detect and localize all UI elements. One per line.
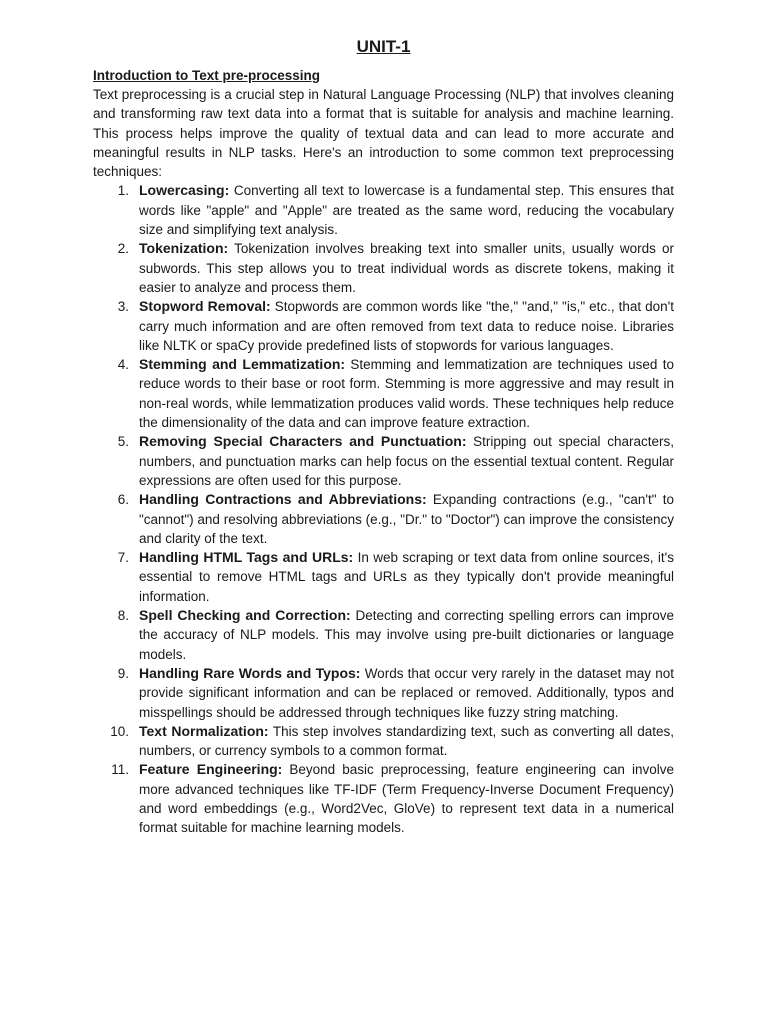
intro-paragraph: Text preprocessing is a crucial step in Natural Language Processing (NLP) that involves cleaning and transforming raw text data into a format that is suitable for analysis and machine learning. This process helps improve the quality of textual data and can lead to more accurate and meaningful results in NLP tasks. Here's an introduction to some common text preprocessing techniques: — [93, 87, 674, 180]
item-number: 5. — [117, 434, 129, 450]
list-item — [93, 432, 674, 490]
item-term: Handling Rare Words and Typos: — [139, 664, 361, 681]
list-item — [93, 664, 674, 722]
item-term: Feature Engineering: — [139, 761, 283, 778]
list-item — [93, 760, 674, 837]
item-term: Text Normalization: — [139, 722, 269, 739]
item-term: Handling HTML Tags and URLs: — [139, 549, 354, 566]
item-number: 8. — [117, 608, 129, 624]
item-number: 2. — [117, 241, 129, 257]
item-term: Stopword Removal: — [139, 298, 271, 315]
document-page — [93, 36, 674, 838]
item-number: 3. — [117, 299, 129, 315]
list-item — [93, 181, 674, 239]
unit-title: UNIT-1 — [356, 37, 411, 56]
list-item — [93, 548, 674, 606]
item-number: 6. — [117, 492, 129, 508]
item-text: Stemming and lemmatization are techniques used to reduce words to their base or root form. Stemming is more aggressive and may result in non-real words, while lemmatization produces valid words. These techniques help reduce the dimensionality of the data and can improve feature extraction. — [139, 357, 674, 431]
item-text: This step involves standardizing text, such as converting all dates, numbers, or currency symbols to a common format. — [139, 723, 674, 759]
list-item — [93, 722, 674, 761]
item-text: Stopwords are common words like "the," "and," "is," etc., that don't carry much information and are often removed from text data to reduce noise. Libraries like NLTK or spaCy provide predefined lists of stopwords for various languages. — [139, 299, 674, 353]
item-text: Expanding contractions (e.g., "can't" to "cannot") and resolving abbreviations (e.g., "Dr." to "Doctor") can improve the consistency and clarity of the text. — [139, 492, 674, 546]
item-text: Words that occur very rarely in the dataset may not provide significant information and can be replaced or removed. Additionally, typos and misspellings should be addressed through techniques like fuzzy string matching. — [139, 665, 674, 720]
item-number: 4. — [117, 357, 129, 373]
item-text: Tokenization involves breaking text into smaller units, usually words or subwords. This step allows you to treat individual words as discrete tokens, making it easier to analyze and process them. — [139, 241, 674, 295]
item-term: Removing Special Characters and Punctuation: — [139, 433, 467, 450]
item-term: Spell Checking and Correction: — [139, 607, 351, 624]
item-number: 7. — [117, 550, 129, 566]
item-number: 9. — [117, 665, 129, 681]
item-term: Tokenization: — [139, 240, 229, 257]
item-term: Stemming and Lemmatization: — [139, 356, 346, 373]
item-term: Lowercasing: — [139, 182, 230, 199]
item-text: Stripping out special characters, numbers, and punctuation marks can help focus on the essential textual content. Regular expressions are often used for this purpose. — [139, 434, 674, 488]
list-item — [93, 297, 674, 355]
item-number: 10. — [110, 723, 129, 739]
section-heading: Introduction to Text pre-processing — [93, 68, 321, 83]
techniques-list — [93, 181, 674, 837]
item-text: Converting all text to lowercase is a fundamental step. This ensures that words like "apple" and "Apple" are treated as the same word, reducing the vocabulary size and simplifying text analysis. — [139, 183, 674, 238]
list-item — [93, 606, 674, 664]
item-term: Handling Contractions and Abbreviations: — [139, 491, 427, 508]
list-item — [93, 490, 674, 548]
list-item — [93, 239, 674, 297]
item-text: Detecting and correcting spelling errors can improve the accuracy of NLP models. This may involve using pre-built dictionaries or language models. — [139, 608, 674, 662]
item-number: 11. — [111, 762, 129, 778]
item-number: 1. — [117, 183, 129, 199]
item-text: Beyond basic preprocessing, feature engineering can involve more advanced techniques like TF-IDF (Term Frequency-Inverse Document Frequency) and word embeddings (e.g., Word2Vec, GloVe) to represent text data in a numerical format suitable for machine learning models. — [139, 762, 674, 836]
list-item — [93, 355, 674, 432]
item-text: In web scraping or text data from online sources, it's essential to remove HTML tags and URLs as they typically don't provide meaningful information. — [139, 550, 674, 604]
